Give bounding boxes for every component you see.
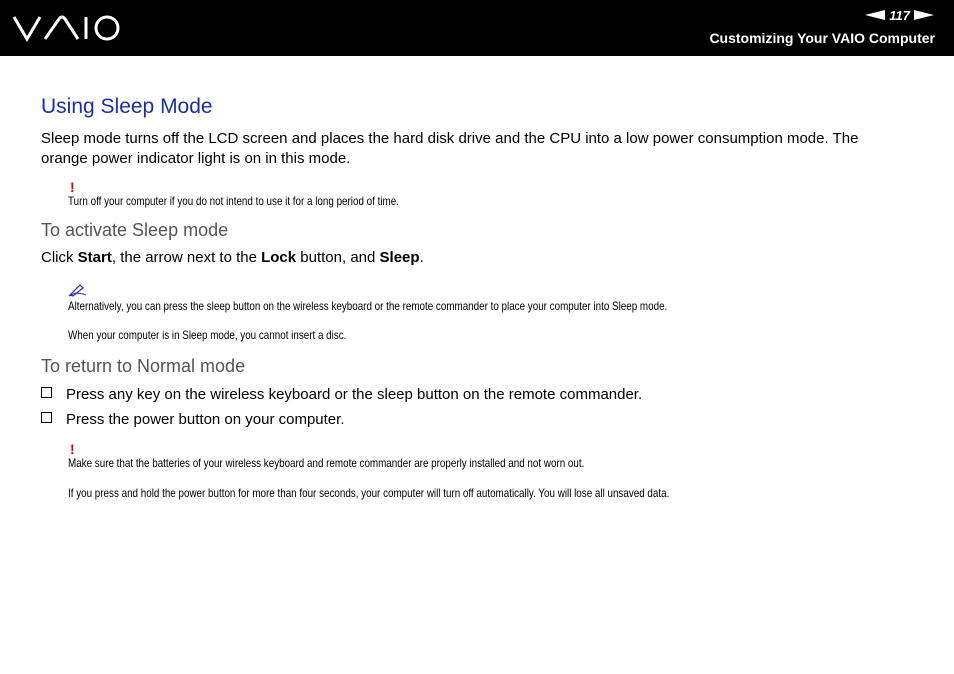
warning-icon: ! [70,441,75,457]
intro-line-1: Sleep mode turns off the LCD screen and places the hard disk drive and the CPU into a low power consumption mode. The [41,130,859,147]
page-title: Using Sleep Mode [41,95,213,118]
warning-note-batteries: Make sure that the batteries of your wireless keyboard and remote commander are properly installed and not worn out. [68,456,585,470]
vaio-logo [12,14,122,42]
intro-line-2: orange power indicator light is on in this mode. [41,150,351,167]
list-item: Press the power button on your computer. [41,411,345,428]
previous-page-arrow-icon[interactable] [865,10,885,20]
note-alternatively: Alternatively, you can press the sleep button on the wireless keyboard or the remote commander to place your computer into Sleep mode. [68,299,668,313]
section-title: Customizing Your VAIO Computer [709,30,935,46]
intro-paragraph [41,129,858,169]
activate-heading: To activate Sleep mode [41,220,229,240]
page-header [0,0,954,56]
list-item: Press any key on the wireless keyboard or the sleep button on the remote commander. [41,386,642,403]
checkbox-bullet-icon [41,387,52,398]
activate-instruction: Click Start, the arrow next to the Lock button, and Sleep. [41,249,424,266]
next-page-arrow-icon[interactable] [914,10,934,20]
warning-icon: ! [70,179,75,195]
note-pencil-icon [68,283,88,297]
page-navigation [865,7,934,23]
return-heading: To return to Normal mode [41,356,246,376]
checkbox-bullet-icon [41,412,52,423]
warning-note-1: Turn off your computer if you do not intend to use it for a long period of time. [68,194,399,208]
page-number: 117 [889,7,910,23]
note-insert-disc: When your computer is in Sleep mode, you cannot insert a disc. [68,328,347,342]
warning-note-power-button: If you press and hold the power button for more than four seconds, your computer will turn off automatically. You will lose all unsaved data. [68,486,670,500]
